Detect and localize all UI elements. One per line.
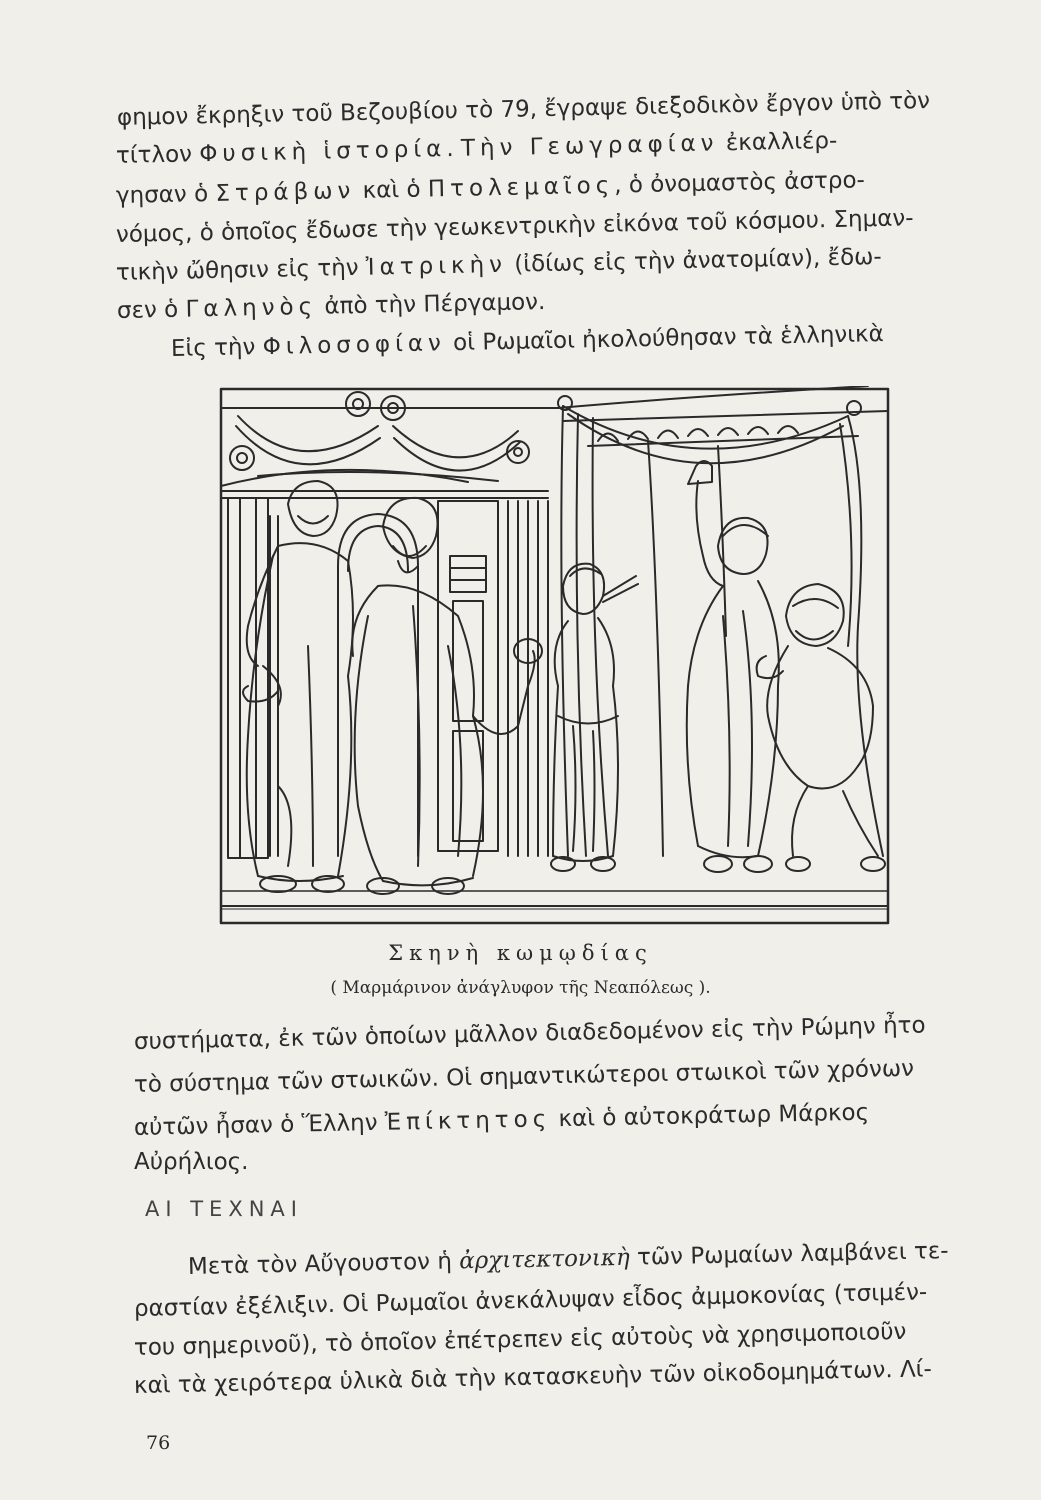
- spaced-term: Φυσικὴ ἱστορία: [199, 136, 447, 168]
- spaced-term: Πτολεμαῖος: [427, 172, 615, 203]
- section-heading: ΑΙ ΤΕΧΝΑΙ: [145, 1197, 303, 1221]
- text-line: ραστίαν ἐξέλιξιν. Οἱ Ρωμαῖοι ἀνεκάλυψαν εἶδος ἀμμοκονίας (τσιμέν-: [133, 1279, 928, 1322]
- spaced-term: Ἐπίκτητος: [384, 1106, 552, 1136]
- spaced-term: Ἰατρικὴν: [365, 251, 508, 281]
- spaced-term: Φιλοσοφίαν: [262, 330, 447, 361]
- text-line: Μετὰ τὸν Αὔγουστον ἡ ἀρχιτεκτονικὴ τῶν Ρωμαίων λαμβάνει τε-: [187, 1238, 949, 1280]
- spaced-term: Γαληνὸς: [185, 293, 318, 323]
- italic-term: ἀρχιτεκτονικὴ: [458, 1244, 631, 1275]
- figure-caption-subtitle: ( Μαρμάρινον ἀνάγλυφον τῆς Νεαπόλεως ).: [330, 978, 711, 998]
- text-line: συστήματα, ἐκ τῶν ὁποίων μᾶλλον διαδεδομένον εἰς τὴν Ρώμην ἦτο: [133, 1012, 926, 1055]
- text-line: γησαν ὁ Στράβων καὶ ὁ Πτολεμαῖος, ὁ ὀνομαστὸς ἀστρο-: [115, 167, 866, 209]
- text-line: αὐτῶν ἦσαν ὁ Ἕλλην Ἐπίκτητος καὶ ὁ αὐτοκράτωρ Μάρκος: [133, 1099, 870, 1141]
- text-line: σεν ὁ Γαληνὸς ἀπὸ τὴν Πέργαμον.: [116, 289, 546, 324]
- text-line: Εἰς τὴν Φιλοσοφίαν οἱ Ρωμαῖοι ἠκολούθησαν τὰ ἑλληνικὰ: [170, 321, 885, 362]
- text-line: τὸ σύστημα τῶν στωικῶν. Οἱ σημαντικώτεροι στωικοὶ τῶν χρόνων: [133, 1055, 915, 1098]
- text-line: νόμος, ὁ ὁποῖος ἔδωσε τὴν γεωκεντρικὴν εἰκόνα τοῦ κόσμου. Σημαν-: [115, 205, 914, 248]
- page-number: 76: [146, 1432, 171, 1454]
- figure-caption-title: Σκηνὴ κωμῳδίας: [388, 941, 653, 965]
- text-line: τικὴν ὤθησιν εἰς τὴν Ἰατρικὴν (ἰδίως εἰς τὴν ἀνατομίαν), ἔδω-: [115, 243, 882, 286]
- spaced-term: Τὴν Γεωγραφίαν: [460, 130, 719, 162]
- text-line: τίτλον Φυσικὴ ἱστορία. Τὴν Γεωγραφίαν ἐκαλλιέρ-: [115, 127, 838, 169]
- text-line: του σημερινοῦ), τὸ ὁποῖον ἐπέτρεπεν εἰς αὐτοὺς νὰ χρησιμοποιοῦν: [133, 1318, 907, 1361]
- text-line: Αὐρήλιος.: [134, 1149, 249, 1175]
- text-line: καὶ τὰ χειρότερα ὑλικὰ διὰ τὴν κατασκευὴν τῶν οἰκοδομημάτων. Λί-: [133, 1356, 933, 1399]
- comedy-scene-illustration: [218, 386, 891, 926]
- spaced-term: Στράβων: [215, 177, 356, 207]
- text-line: φημον ἔκρηξιν τοῦ Βεζουβίου τὸ 79, ἔγραψε διεξοδικὸν ἔργον ὑπὸ τὸν: [116, 87, 931, 131]
